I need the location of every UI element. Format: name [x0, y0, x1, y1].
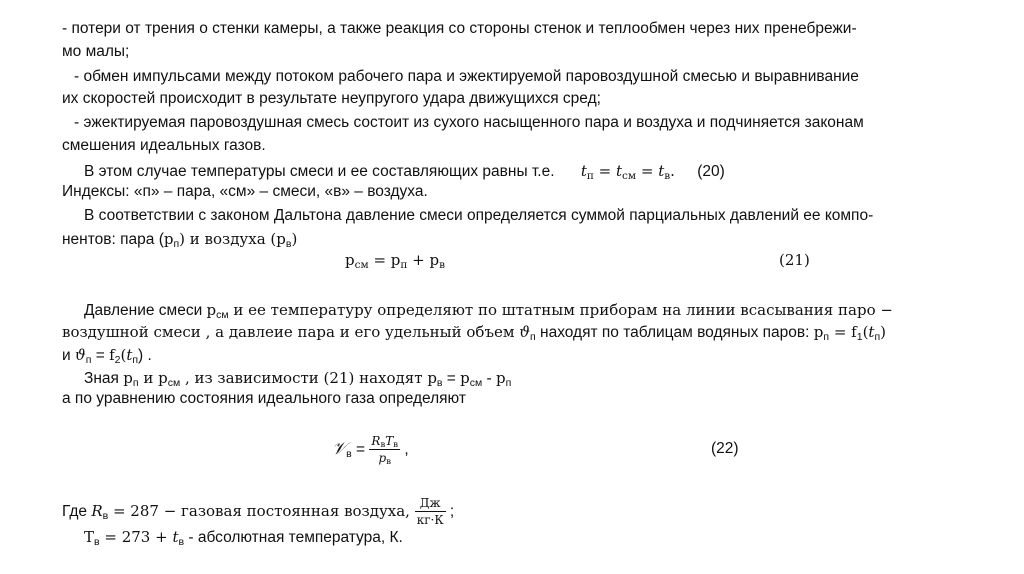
paragraph-friction-line2: мо малы;: [62, 43, 130, 60]
eq20-end: .: [670, 162, 675, 180]
pressure2-text-a: воздушной смеси , а давлеие пара и его удельный объем: [62, 323, 520, 341]
eq22-d: p: [378, 451, 387, 466]
pressure2-eq: =: [829, 323, 852, 341]
pressure3-open: (: [120, 346, 127, 364]
pressure-p: p: [206, 301, 217, 319]
abs-temp-t: t: [172, 528, 179, 546]
eq21-b-sub: п: [400, 259, 408, 271]
eq22-eq: =: [351, 441, 370, 458]
eq21-b: p: [390, 251, 401, 269]
gas-const-unit: [415, 496, 446, 527]
eq21-a-sub: см: [354, 259, 369, 271]
equation-22-number: (22): [711, 440, 739, 457]
eq20-t2: t: [615, 162, 623, 180]
pressure2-f-sub: 1: [856, 331, 863, 343]
paragraph-dalton-line2: [62, 229, 297, 250]
paragraph-gas-constant: [62, 494, 454, 529]
gas-const-end: ;: [445, 503, 455, 520]
pressure3-close: ) .: [138, 347, 152, 364]
pressure3-f-sub: 2: [114, 354, 121, 366]
eq21-plus: +: [407, 251, 430, 269]
abs-temp-T-sub: в: [94, 536, 100, 548]
equation-22: [332, 432, 409, 467]
pressure3-text-a: и: [62, 347, 75, 364]
knowing-s: p: [460, 369, 470, 387]
unit-numerator: Дж: [415, 496, 446, 512]
knowing-r-sub: в: [436, 377, 443, 389]
equation-20-number: (20): [697, 163, 725, 180]
eq22-n1: R: [371, 434, 381, 449]
paragraph-pressure-line2: [62, 322, 886, 343]
pressure3-theta: ϑ: [74, 346, 86, 364]
knowing-r: p: [427, 369, 437, 387]
eq20-s2: см: [622, 170, 637, 182]
knowing-q: p: [158, 369, 168, 387]
knowing-and: и: [138, 369, 159, 387]
eq22-n2-sub: в: [393, 440, 399, 451]
abs-temp-value: = 273 +: [99, 528, 173, 546]
paragraph-momentum-line1: - обмен импульсами между потоком рабочего пара и эжектируемой паровоздушной смесью и выравнивание: [74, 68, 859, 85]
eq22-n1-sub: в: [380, 440, 386, 451]
knowing-u-sub: п: [505, 377, 512, 389]
knowing-q-sub: см: [167, 377, 181, 389]
knowing-s-sub: см: [469, 377, 483, 389]
paragraph-mixture-line2: смешения идеальных газов.: [62, 137, 266, 154]
eq22-lhs-sub: в: [346, 448, 352, 460]
pressure-text-b: и ее температуру определяют по штатным приборам на линии всасывания паро −: [228, 301, 893, 319]
eq21-a: p: [345, 251, 355, 269]
paragraph-pressure-line3: [62, 345, 152, 366]
gas-const-R-sub: в: [102, 510, 109, 522]
paragraph-temperature-intro: [84, 161, 725, 182]
gas-const-text-a: Где: [62, 503, 92, 520]
eq20-s1: п: [586, 170, 594, 182]
equation-20: [581, 162, 675, 180]
gas-const-value: = 287 − газовая постоянная воздуха,: [108, 502, 415, 520]
pressure-text-a: Давление смеси: [84, 302, 207, 319]
temperature-intro-text: В этом случае температуры смеси и ее составляющих равны т.е.: [84, 163, 555, 180]
pressure2-open: (: [862, 323, 869, 341]
pressure2-f: f: [851, 323, 857, 341]
paragraph-state-equation: а по уравнению состояния идеального газа определяют: [62, 390, 466, 407]
pressure3-t: t: [126, 346, 133, 364]
paragraph-mixture-line1: - эжектируемая паровоздушная смесь состоит из сухого насыщенного пара и воздуха и подчиняется законам: [74, 114, 864, 131]
equation-21: [345, 250, 445, 270]
pressure2-p: p: [813, 323, 824, 341]
eq22-n2: T: [385, 434, 394, 449]
pressure2-p-sub: п: [823, 331, 830, 343]
eq22-lhs: 𝒱: [332, 439, 347, 459]
pressure2-t: t: [868, 323, 875, 341]
equation-21-number: (21): [779, 251, 810, 269]
paragraph-pressure-line1: [84, 300, 893, 321]
dalton-p-sub: п: [173, 238, 180, 250]
eq22-fraction: [369, 434, 400, 468]
eq22-denominator: [369, 450, 400, 468]
knowing-u: p: [496, 369, 506, 387]
eq20-t1: t: [580, 162, 587, 180]
paragraph-friction-line1: - потери от трения о стенки камеры, а также реакция со стороны стенок и теплообмен через них пренебрежи-: [62, 20, 857, 37]
pressure2-theta-sub: п: [530, 331, 536, 343]
knowing-text-b: , из зависимости (21) находят: [180, 369, 428, 387]
dalton-end: ): [291, 230, 298, 248]
knowing-text-a: Зная: [84, 370, 124, 387]
dalton-text-a: нентов: пара (: [62, 231, 164, 248]
paragraph-indices: Индексы: «п» – пара, «см» – смеси, «в» – воздуха.: [62, 183, 428, 200]
abs-temp-text: - абсолютная температура, К.: [184, 529, 403, 546]
dalton-text-b: ) и воздуха (: [179, 230, 277, 248]
abs-temp-T: T: [84, 528, 95, 546]
unit-denominator: кг·К: [416, 513, 444, 528]
gas-const-R: R: [91, 502, 103, 520]
dalton-v-sub: в: [285, 238, 292, 250]
paragraph-dalton-line1: В соответствии с законом Дальтона давление смеси определяется суммой парциальных давлений ее компо-: [84, 207, 874, 224]
pressure3-theta-sub: п: [85, 354, 92, 366]
paragraph-absolute-temperature: [84, 527, 403, 548]
pressure2-t-sub: п: [874, 331, 881, 343]
abs-temp-t-sub: в: [178, 536, 185, 548]
dalton-p: p: [163, 230, 174, 248]
pressure3-eq: =: [91, 347, 110, 364]
pressure2-theta: ϑ: [519, 323, 531, 341]
eq22-comma: ,: [400, 441, 409, 458]
knowing-eq: =: [442, 370, 461, 387]
knowing-minus: -: [482, 370, 497, 387]
knowing-p-sub: п: [132, 377, 139, 389]
eq21-c: p: [429, 251, 440, 269]
eq21-eq: =: [368, 251, 391, 269]
eq20-eq2: =: [636, 162, 659, 180]
pressure3-t-sub: п: [132, 354, 139, 366]
dalton-v: p: [276, 230, 286, 248]
eq20-t3: t: [658, 162, 665, 180]
pressure2-close: ): [880, 323, 886, 341]
pressure3-f: f: [109, 346, 115, 364]
eq20-s3: в: [664, 170, 671, 182]
paragraph-momentum-line2: их скоростей происходит в результате неупругого удара движущихся сред;: [62, 90, 601, 107]
paragraph-knowing: [84, 368, 511, 389]
eq22-numerator: [369, 434, 400, 450]
pressure-p-sub: см: [216, 309, 229, 321]
knowing-p: p: [123, 369, 133, 387]
eq21-c-sub: в: [439, 259, 446, 271]
eq22-d-sub: в: [386, 457, 391, 468]
eq20-eq1: =: [593, 162, 616, 180]
pressure2-text-b: находят по таблицам водяных паров:: [535, 324, 814, 341]
